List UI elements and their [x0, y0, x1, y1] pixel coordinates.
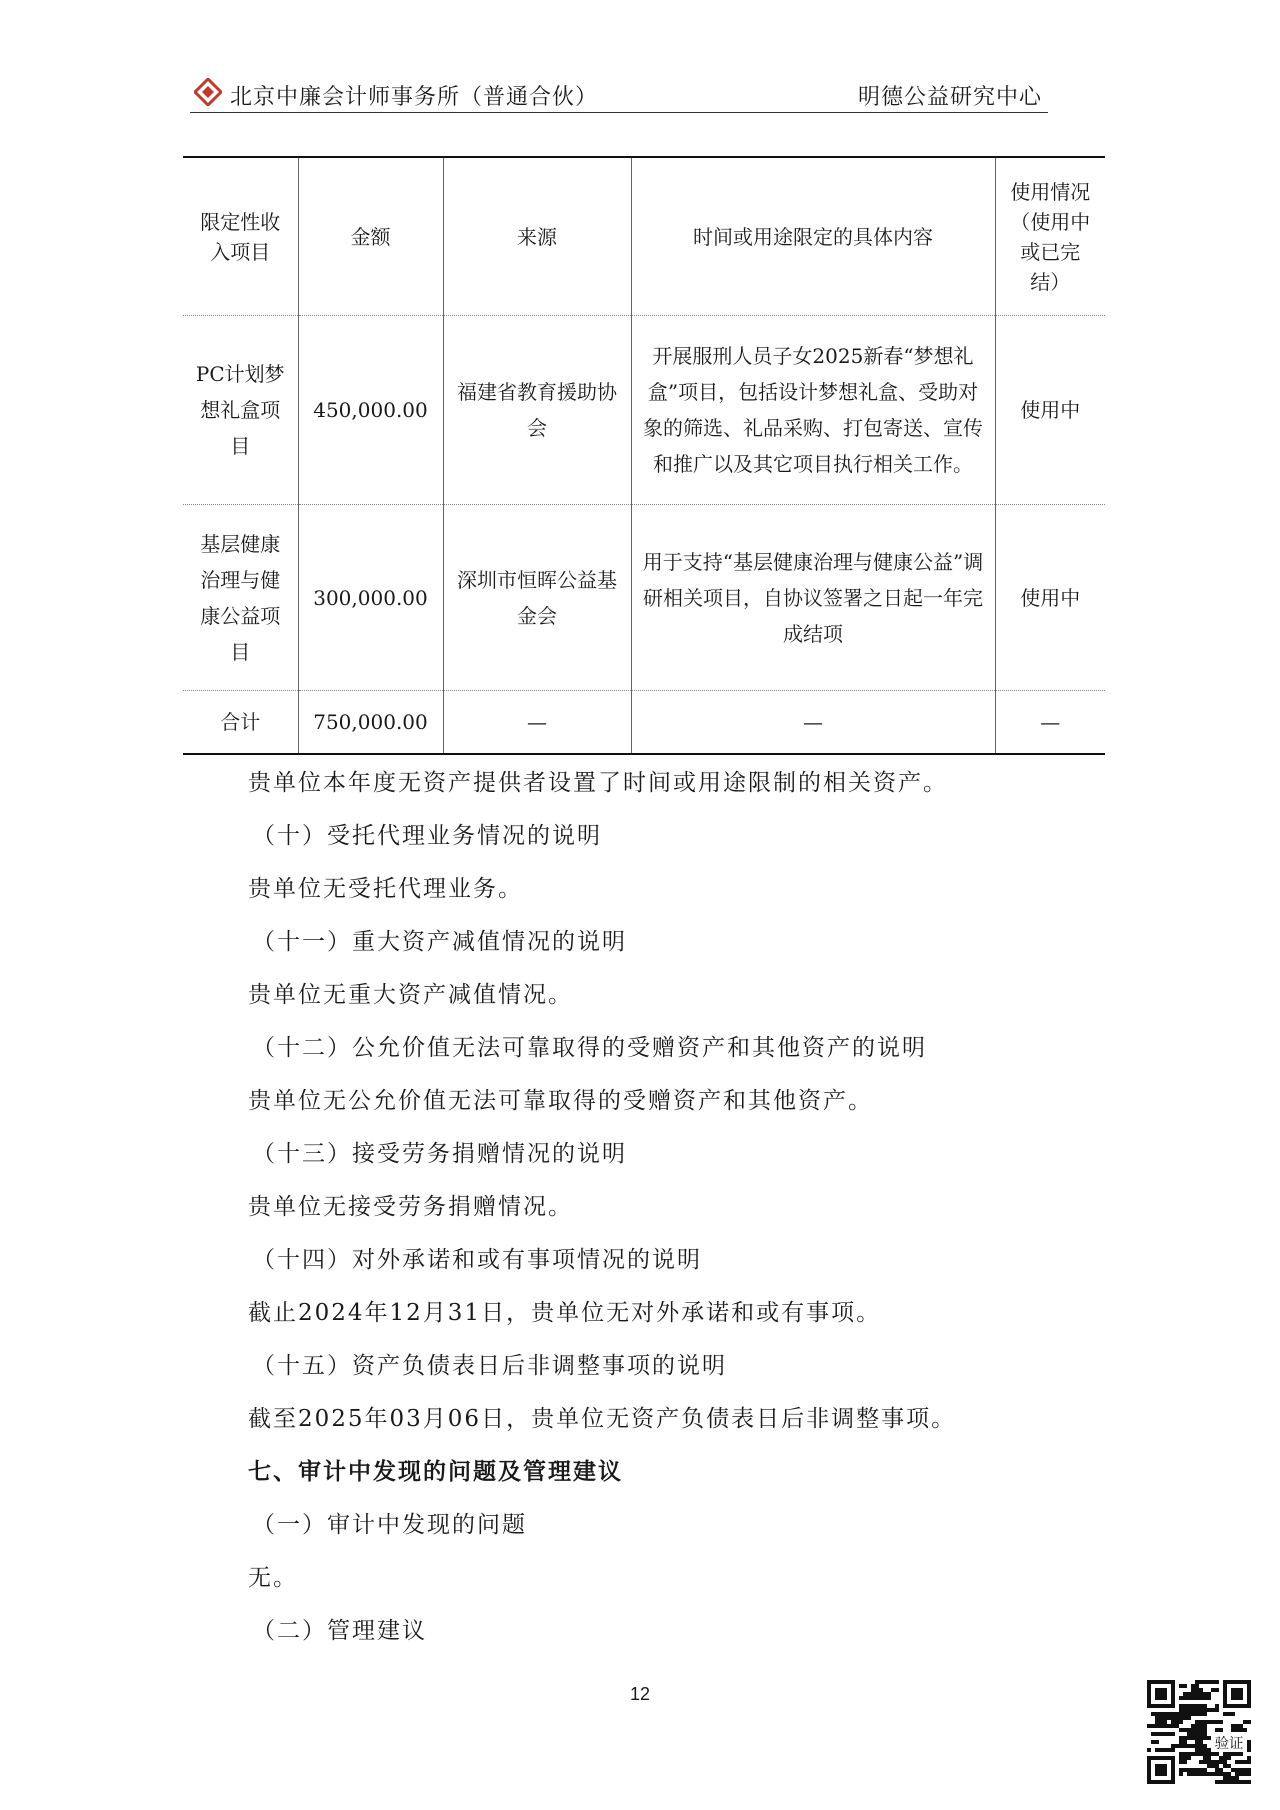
- subsection-title: （十二）公允价值无法可靠取得的受赠资产和其他资产的说明: [252, 1035, 927, 1061]
- subsection-title: （十三）接受劳务捐赠情况的说明: [252, 1141, 627, 1167]
- cell-amount: 300,000.00: [298, 505, 443, 691]
- section-heading: 七、审计中发现的问题及管理建议: [248, 1459, 623, 1485]
- subsection-title: （二）管理建议: [252, 1618, 427, 1644]
- subsection-title: （一）审计中发现的问题: [252, 1512, 527, 1538]
- cell-status: 使用中: [995, 505, 1105, 691]
- cell-source: 福建省教育援助协会: [443, 316, 631, 505]
- total-status: —: [995, 691, 1105, 755]
- subsection-title: （十一）重大资产减值情况的说明: [252, 929, 627, 955]
- col-header-amount: 金额: [298, 157, 443, 316]
- page-number: 12: [629, 1684, 651, 1704]
- total-label: 合计: [183, 691, 298, 755]
- qr-verify-label: 验证: [1214, 1736, 1244, 1752]
- table-row: [183, 505, 1105, 691]
- body-paragraph: 贵单位本年度无资产提供者设置了时间或用途限制的相关资产。: [248, 770, 948, 796]
- body-paragraph: 无。: [248, 1565, 298, 1591]
- col-header-item: 限定性收入项目: [183, 157, 298, 316]
- table-header-row: [183, 157, 1105, 316]
- cell-detail: 开展服刑人员子女2025新春“梦想礼盒”项目，包括设计梦想礼盒、受助对象的筛选、礼品采购、打包寄送、宣传和推广以及其它项目执行相关工作。: [631, 316, 995, 505]
- cell-amount: 450,000.00: [298, 316, 443, 505]
- body-paragraph: 截止2024年12月31日，贵单位无对外承诺和或有事项。: [248, 1300, 882, 1326]
- total-source: —: [443, 691, 631, 755]
- firm-name: 北京中廉会计师事务所（普通合伙）: [230, 85, 599, 110]
- subsection-title: （十四）对外承诺和或有事项情况的说明: [252, 1247, 702, 1273]
- body-paragraph: 贵单位无公允价值无法可靠取得的受赠资产和其他资产。: [248, 1088, 873, 1114]
- body-paragraph: 贵单位无重大资产减值情况。: [248, 982, 573, 1008]
- body-paragraph: 贵单位无受托代理业务。: [248, 876, 523, 902]
- total-detail: —: [631, 691, 995, 755]
- page-header: [190, 78, 1048, 113]
- col-header-source: 来源: [443, 157, 631, 316]
- firm-logo-icon: [194, 78, 222, 106]
- cell-item: 基层健康治理与健康公益项目: [183, 505, 298, 691]
- col-header-status: 使用情况（使用中或已完结）: [995, 157, 1105, 316]
- cell-source: 深圳市恒晖公益基金会: [443, 505, 631, 691]
- restricted-income-table: [183, 156, 1105, 755]
- client-name: 明德公益研究中心: [857, 85, 1042, 110]
- body-paragraph: 贵单位无接受劳务捐赠情况。: [248, 1194, 573, 1220]
- col-header-detail: 时间或用途限定的具体内容: [631, 157, 995, 316]
- table-total-row: [183, 691, 1105, 755]
- table-row: [183, 316, 1105, 505]
- body-paragraph: 截至2025年03月06日，贵单位无资产负债表日后非调整事项。: [248, 1406, 957, 1432]
- subsection-title: （十）受托代理业务情况的说明: [252, 823, 602, 849]
- cell-item: PC计划梦想礼盒项目: [183, 316, 298, 505]
- cell-status: 使用中: [995, 316, 1105, 505]
- cell-detail: 用于支持“基层健康治理与健康公益”调研相关项目，自协议签署之日起一年完成结项: [631, 505, 995, 691]
- total-amount: 750,000.00: [298, 691, 443, 755]
- qr-code-icon: [1143, 1676, 1255, 1788]
- subsection-title: （十五）资产负债表日后非调整事项的说明: [252, 1353, 727, 1379]
